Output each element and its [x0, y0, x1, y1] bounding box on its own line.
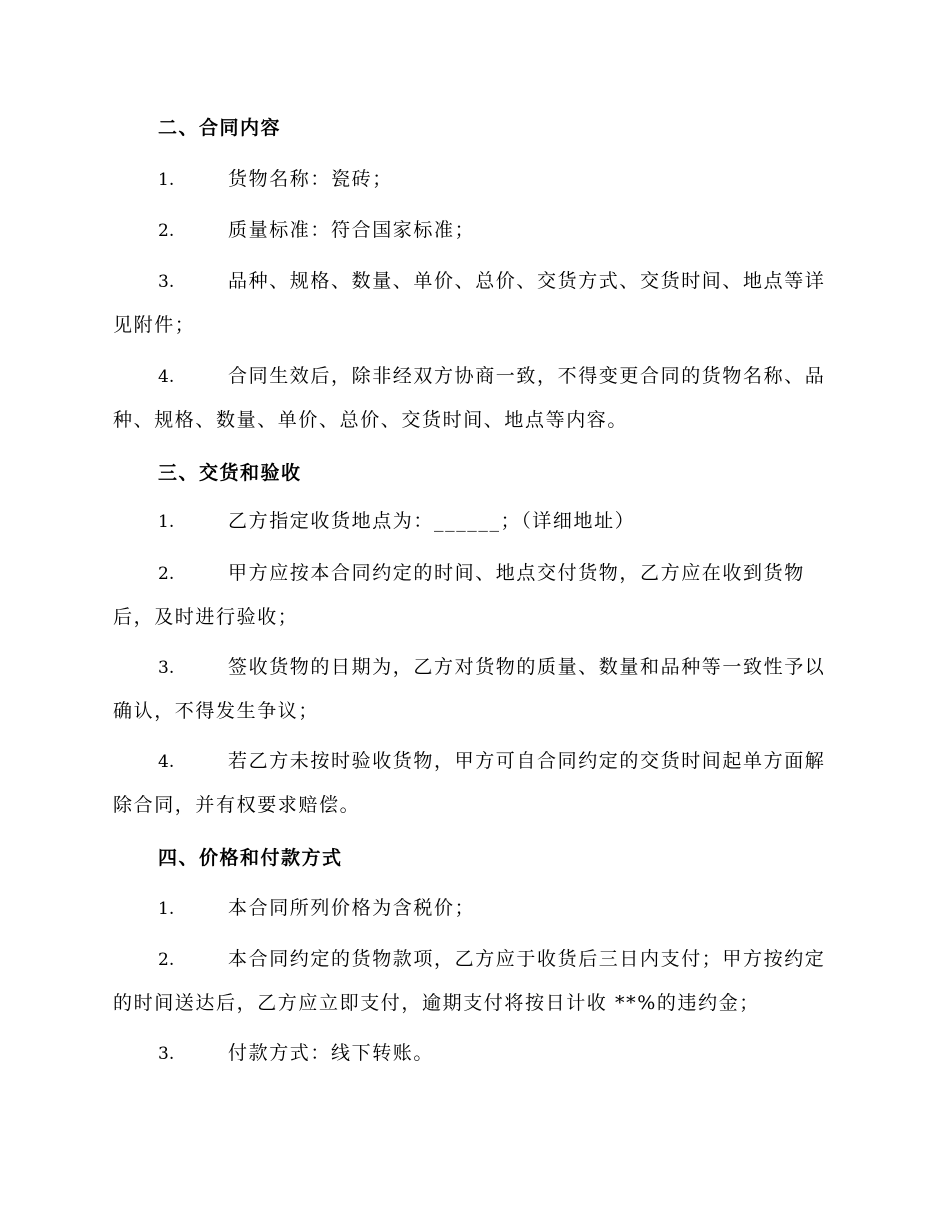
section-heading-delivery-acceptance: 三、交货和验收: [158, 462, 302, 484]
list-item: [113, 260, 835, 347]
item-number: 2.: [158, 221, 175, 241]
item-text: 合同生效后，除非经双方协商一致，不得变更合同的货物名称、品种、规格、数量、单价、总价、交货时间、地点等内容。: [113, 365, 826, 431]
item-number: 3.: [158, 1044, 175, 1064]
item-number: 3.: [158, 272, 175, 292]
section-heading-contract-content: 二、合同内容: [158, 117, 282, 139]
item-text: 货物名称：瓷砖；: [228, 168, 393, 190]
item-text: 乙方指定收货地点为：______；（详细地址）: [228, 510, 636, 532]
item-number: 4.: [158, 752, 175, 772]
item-text: 品种、规格、数量、单价、总价、交货方式、交货时间、地点等详见附件；: [113, 270, 826, 336]
item-number: 1.: [158, 899, 175, 919]
item-number: 2.: [158, 564, 175, 584]
item-number: 1.: [158, 512, 175, 532]
item-number: 1.: [158, 170, 175, 190]
list-item: [113, 646, 835, 733]
list-item: [113, 500, 835, 544]
list-item: [113, 552, 835, 639]
item-number: 3.: [158, 658, 175, 678]
item-text: 付款方式：线下转账。: [228, 1042, 435, 1064]
item-number: 2.: [158, 950, 175, 970]
section-heading-price-payment: 四、价格和付款方式: [158, 847, 343, 869]
item-number: 4.: [158, 367, 175, 387]
list-item: [113, 740, 835, 827]
list-item: [113, 209, 835, 253]
item-text: 本合同所列价格为含税价；: [228, 897, 476, 919]
item-text: 签收货物的日期为，乙方对货物的质量、数量和品种等一致性予以确认，不得发生争议；: [113, 656, 826, 722]
list-item: [113, 158, 835, 202]
item-text: 本合同约定的货物款项，乙方应于收货后三日内支付；甲方按约定的时间送达后，乙方应立即支付，逾期支付将按日计收 **%的违约金；: [113, 948, 826, 1014]
item-text: 质量标准：符合国家标准；: [228, 219, 476, 241]
item-text: 若乙方未按时验收货物，甲方可自合同约定的交货时间起单方面解除合同，并有权要求赔偿。: [113, 750, 826, 816]
list-item: [113, 1032, 835, 1076]
list-item: [113, 355, 835, 442]
list-item: [113, 938, 835, 1025]
item-text: 甲方应按本合同约定的时间、地点交付货物，乙方应在收到货物后，及时进行验收；: [113, 562, 805, 628]
list-item: [113, 887, 835, 931]
